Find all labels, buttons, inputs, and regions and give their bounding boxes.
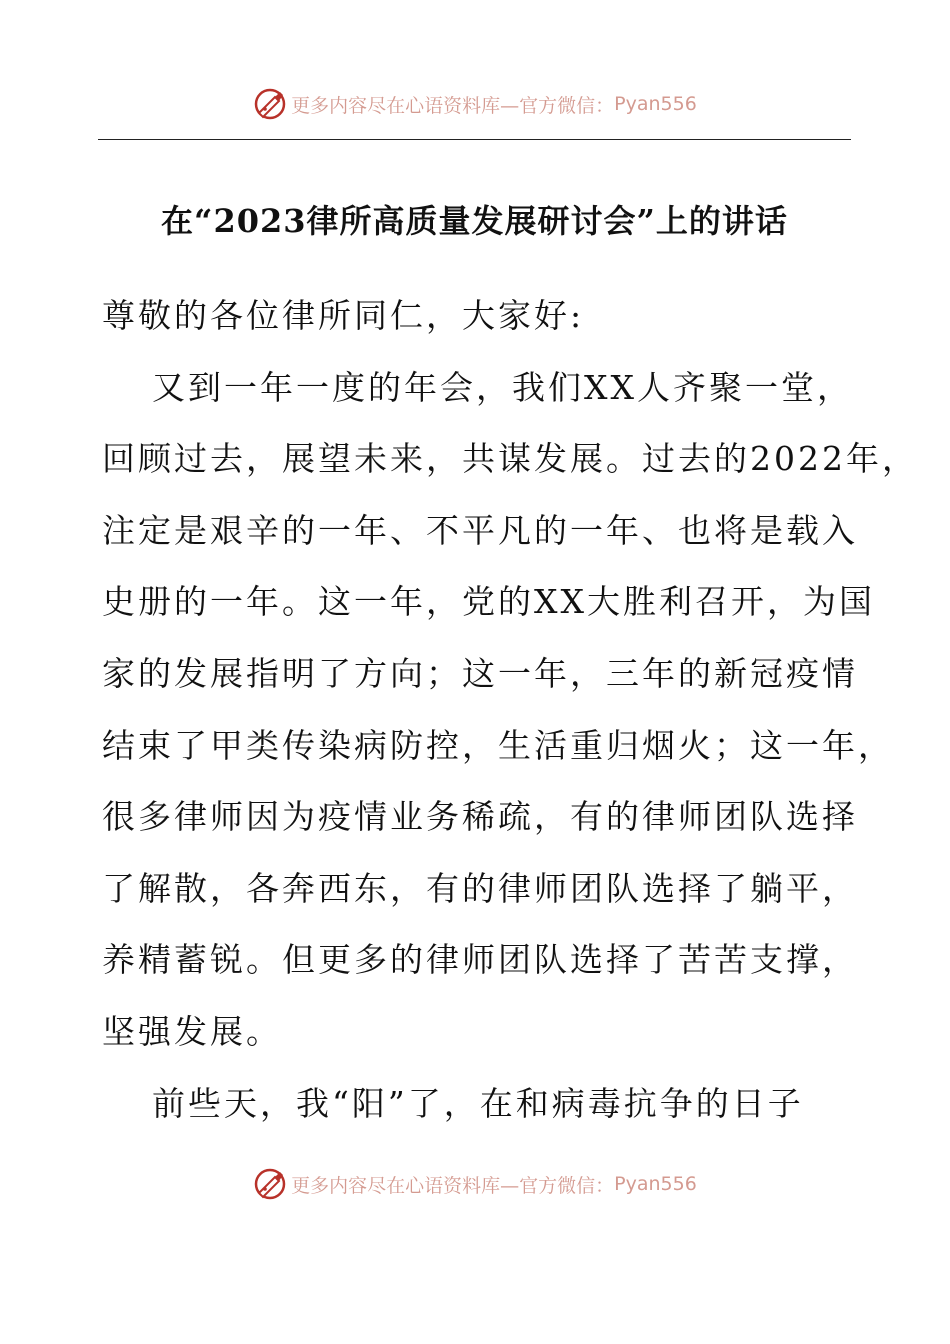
paragraph-line: 了解散，各奔西东，有的律师团队选择了躺平， xyxy=(102,868,858,908)
paragraph-line: 家的发展指明了方向；这一年，三年的新冠疫情 xyxy=(102,653,858,693)
watermark-handle: Pyan556 xyxy=(614,93,697,115)
paragraph-line: 注定是艰辛的一年、不平凡的一年、也将是载入 xyxy=(102,510,858,550)
pen-nib-logo-icon xyxy=(253,1167,287,1201)
document-title: 在“2023律所高质量发展研讨会”上的讲话 xyxy=(161,202,788,240)
salutation-line: 尊敬的各位律所同仁，大家好: xyxy=(102,296,585,335)
watermark-text: 更多内容尽在心语资料库—官方微信： xyxy=(291,94,615,117)
paragraph-line: 史册的一年。这一年，党的XX大胜利召开，为国 xyxy=(102,582,875,622)
paragraph-line: 回顾过去，展望未来，共谋发展。过去的2022年， xyxy=(102,439,918,479)
document-body xyxy=(102,280,918,1139)
paragraph-line: 很多律师因为疫情业务稀疏，有的律师团队选择 xyxy=(102,797,858,837)
paragraph-line: 养精蓄锐。但更多的律师团队选择了苦苦支撑， xyxy=(102,940,858,980)
pen-nib-logo-icon xyxy=(253,87,287,121)
footer-watermark xyxy=(0,1164,950,1204)
paragraph-line: 又到一年一度的年会，我们XX人齐聚一堂， xyxy=(152,367,853,407)
header-divider xyxy=(98,139,851,140)
watermark-handle: Pyan556 xyxy=(614,1173,697,1195)
paragraph-line: 坚强发展。 xyxy=(102,1011,282,1051)
header-watermark xyxy=(0,84,950,124)
paragraph-line: 结束了甲类传染病防控，生活重归烟火；这一年， xyxy=(102,725,894,765)
paragraph-line: 前些天，我“阳”了，在和病毒抗争的日子 xyxy=(152,1083,804,1123)
watermark-text: 更多内容尽在心语资料库—官方微信： xyxy=(291,1174,615,1197)
